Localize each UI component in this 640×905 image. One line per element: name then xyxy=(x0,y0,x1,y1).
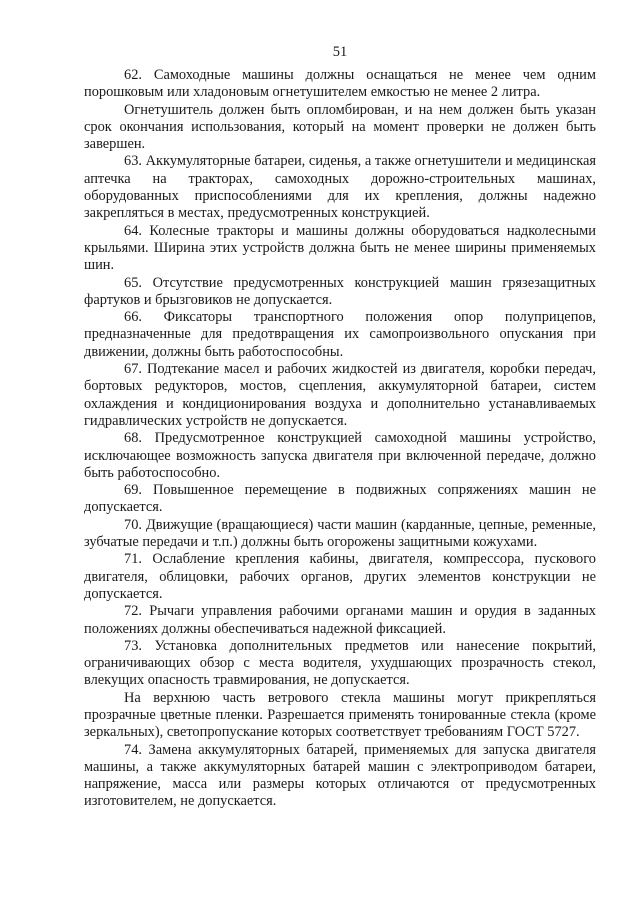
paragraph-74: 74. Замена аккумуляторных батарей, применяемых для запуска двигателя машины, а также аккумуляторных батарей машин с электроприводом батареи, напряжение, масса или размеры которых отличаются от предусмотренных изготовителем, не допускается. xyxy=(84,741,596,810)
paragraph-70: 70. Движущие (вращающиеся) части машин (карданные, цепные, ременные, зубчатые передачи и т.п.) должны быть огорожены защитными кожухами. xyxy=(84,516,596,551)
paragraph-64: 64. Колесные тракторы и машины должны оборудоваться надколесными крыльями. Ширина этих устройств должна быть не менее ширины применяемых шин. xyxy=(84,222,596,274)
paragraph-72: 72. Рычаги управления рабочими органами машин и орудия в заданных положениях должны обеспечиваться надежной фиксацией. xyxy=(84,603,596,637)
document-body xyxy=(84,67,596,811)
paragraph-73-windshield-film: На верхнюю часть ветрового стекла машины могут прикрепляться прозрачные цветные пленки. Разрешается применять тонированные стекла (кроме зеркальных), светопропускание которых соответствует требованиям ГОСТ 5727. xyxy=(84,689,596,741)
paragraph-62: 62. Самоходные машины должны оснащаться не менее чем одним порошковым или хладоновым огнетушителем емкостью не менее 2 литра. xyxy=(84,67,596,101)
paragraph-71: 71. Ослабление крепления кабины, двигателя, компрессора, пускового двигателя, облицовки, рабочих органов, других элементов конструкции не допускается. xyxy=(84,551,596,602)
page-number: 51 xyxy=(332,44,348,60)
paragraph-68: 68. Предусмотренное конструкцией самоходной машины устройство, исключающее возможность запуска двигателя при включенной передаче, должно быть работоспособно. xyxy=(84,430,596,481)
paragraph-65: 65. Отсутствие предусмотренных конструкцией машин грязезащитных фартуков и брызговиков не допускается. xyxy=(84,274,596,308)
paragraph-62-extinguisher-seal: Огнетушитель должен быть опломбирован, и на нем должен быть указан срок окончания использования, который на момент проверки не должен быть завершен. xyxy=(84,101,596,153)
paragraph-73: 73. Установка дополнительных предметов или нанесение покрытий, ограничивающих обзор с места водителя, ухудшающих прозрачность стекол, влекущих опасность травмирования, не допускается. xyxy=(84,637,596,689)
paragraph-69: 69. Повышенное перемещение в подвижных сопряжениях машин не допускается. xyxy=(84,482,596,516)
paragraph-67: 67. Подтекание масел и рабочих жидкостей из двигателя, коробки передач, бортовых редукторов, мостов, сцепления, аккумуляторной батареи, систем охлаждения и кондиционирования воздуха и дополнительно устанавливаемых гидравлических устройств не допускается. xyxy=(84,361,596,429)
paragraph-63: 63. Аккумуляторные батареи, сиденья, а также огнетушители и медицинская аптечка на тракторах, самоходных дорожно-строительных машинах, оборудованных приспособлениями для их крепления, должны надежно закрепляться в местах, предусмотренных конструкцией. xyxy=(84,153,596,222)
paragraph-66: 66. Фиксаторы транспортного положения опор полуприцепов, предназначенные для предотвращения их самопроизвольного опускания при движении, должны быть работоспособны. xyxy=(84,309,596,360)
